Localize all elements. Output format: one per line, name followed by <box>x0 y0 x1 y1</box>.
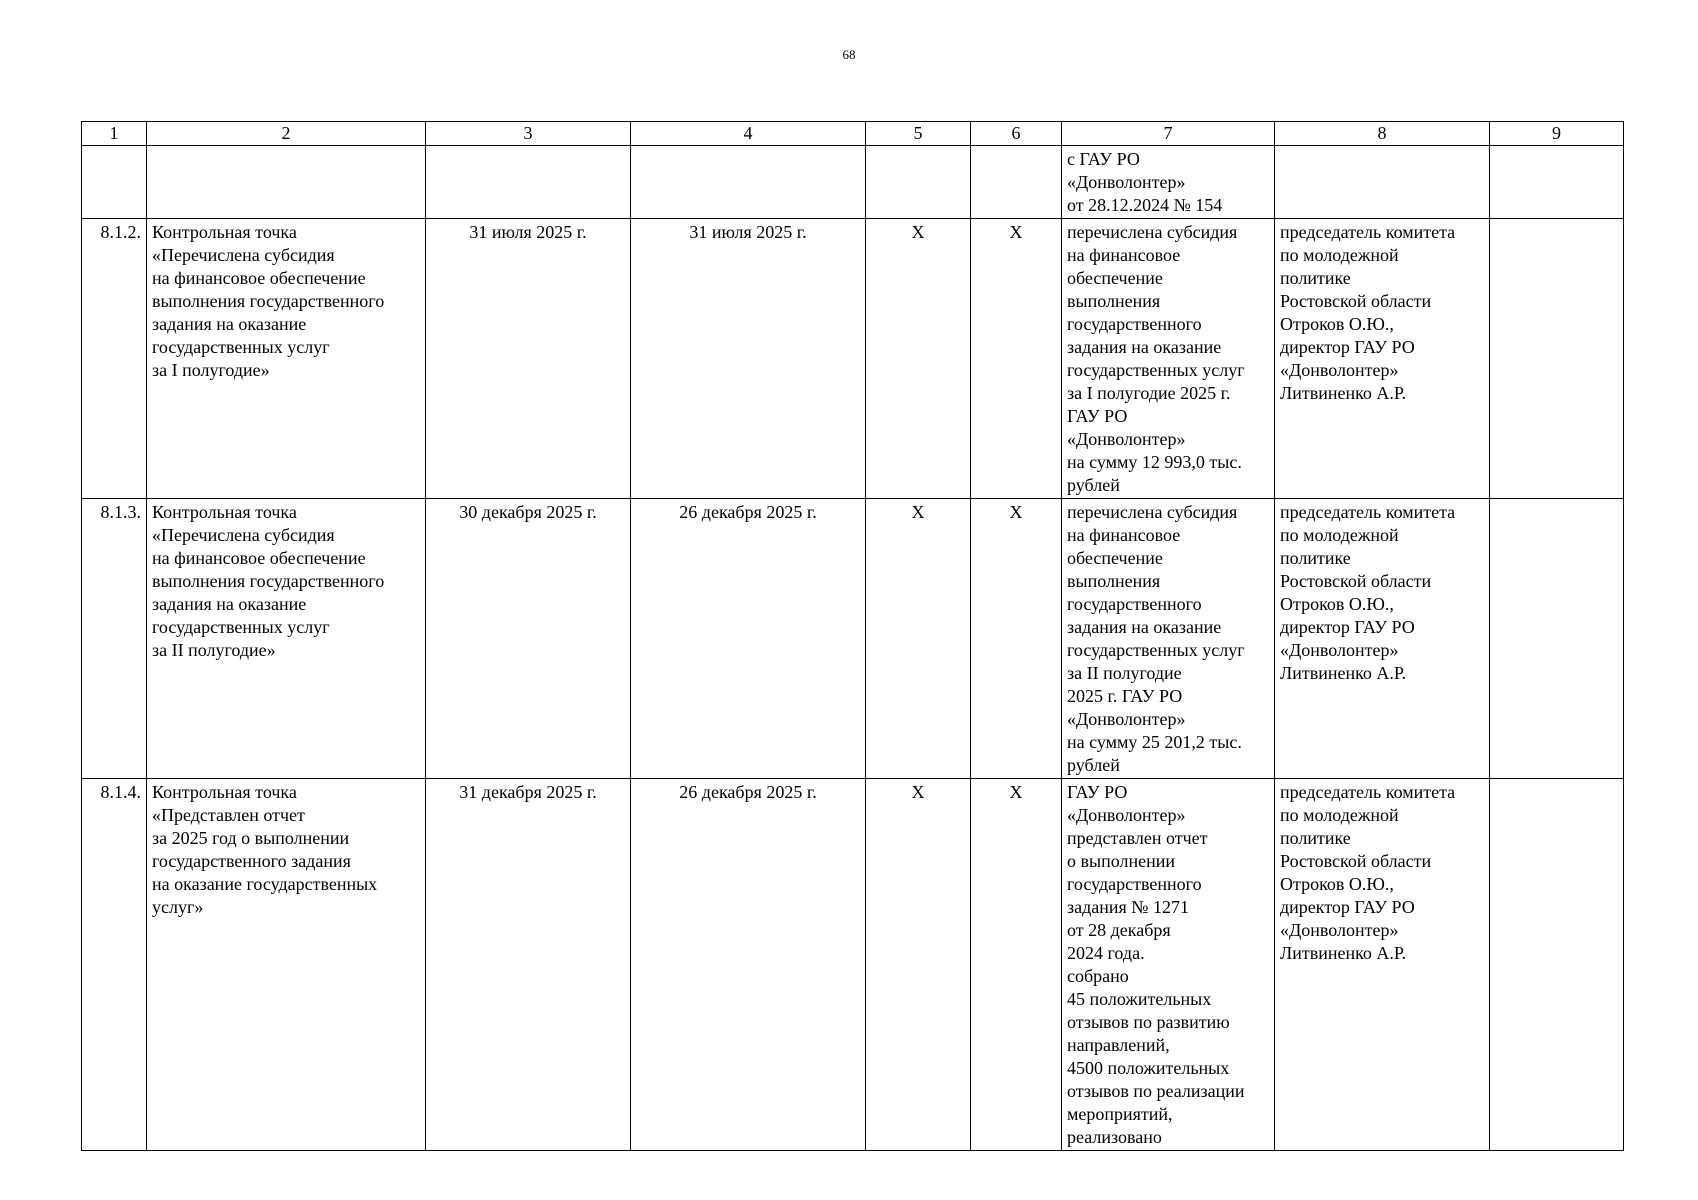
item-name: Контрольная точка «Перечислена субсидия на финансовое обеспечение выполнения государственного задания на оказание государственных услуг за I полугодие» <box>147 219 426 499</box>
planned-date: 31 июля 2025 г. <box>426 219 631 499</box>
column-header: 7 <box>1062 122 1275 146</box>
table-row <box>82 779 1624 1151</box>
table-row <box>82 146 1624 219</box>
column-9-cell <box>1490 499 1624 779</box>
column-header: 2 <box>147 122 426 146</box>
result-description: перечислена субсидия на финансовое обеспечение выполнения государственного задания на оказание государственных услуг за II полугодие 2025 г. ГАУ РО «Донволонтер» на сумму 25 201,2 тыс. рублей <box>1062 499 1275 779</box>
planned-date: 31 декабря 2025 г. <box>426 779 631 1151</box>
table-row <box>82 499 1624 779</box>
column-5-cell: Х <box>866 779 971 1151</box>
item-number: 8.1.4. <box>82 779 147 1151</box>
item-number: 8.1.2. <box>82 219 147 499</box>
column-6-cell: Х <box>971 499 1062 779</box>
column-header: 1 <box>82 122 147 146</box>
responsible-persons: председатель комитета по молодежной политике Ростовской области Отроков О.Ю., директор ГАУ РО «Донволонтер» Литвиненко А.Р. <box>1275 499 1490 779</box>
column-6-cell <box>971 146 1062 219</box>
actual-date: 31 июля 2025 г. <box>631 219 866 499</box>
column-header: 4 <box>631 122 866 146</box>
item-number: 8.1.3. <box>82 499 147 779</box>
column-9-cell <box>1490 146 1624 219</box>
column-9-cell <box>1490 779 1624 1151</box>
column-number-row <box>82 122 1624 146</box>
item-number <box>82 146 147 219</box>
column-header: 3 <box>426 122 631 146</box>
result-description: перечислена субсидия на финансовое обеспечение выполнения государственного задания на оказание государственных услуг за I полугодие 2025 г. ГАУ РО «Донволонтер» на сумму 12 993,0 тыс. рублей <box>1062 219 1275 499</box>
column-9-cell <box>1490 219 1624 499</box>
item-name: Контрольная точка «Перечислена субсидия на финансовое обеспечение выполнения государственного задания на оказание государственных услуг за II полугодие» <box>147 499 426 779</box>
column-5-cell <box>866 146 971 219</box>
result-description: ГАУ РО «Донволонтер» представлен отчет о выполнении государственного задания № 1271 от 28 декабря 2024 года. собрано 45 положительных отзывов по развитию направлений, 4500 положительных отзывов по реализации мероприятий, реализовано <box>1062 779 1275 1151</box>
column-header: 9 <box>1490 122 1624 146</box>
result-description: с ГАУ РО «Донволонтер» от 28.12.2024 № 154 <box>1062 146 1275 219</box>
column-header: 6 <box>971 122 1062 146</box>
column-5-cell: Х <box>866 219 971 499</box>
column-6-cell: Х <box>971 779 1062 1151</box>
responsible-persons: председатель комитета по молодежной политике Ростовской области Отроков О.Ю., директор ГАУ РО «Донволонтер» Литвиненко А.Р. <box>1275 219 1490 499</box>
actual-date <box>631 146 866 219</box>
report-table <box>81 121 1624 1151</box>
column-header: 8 <box>1275 122 1490 146</box>
table-row <box>82 219 1624 499</box>
item-name: Контрольная точка «Представлен отчет за 2025 год о выполнении государственного задания на оказание государственных услуг» <box>147 779 426 1151</box>
actual-date: 26 декабря 2025 г. <box>631 779 866 1151</box>
column-5-cell: Х <box>866 499 971 779</box>
item-name <box>147 146 426 219</box>
responsible-persons <box>1275 146 1490 219</box>
planned-date: 30 декабря 2025 г. <box>426 499 631 779</box>
planned-date <box>426 146 631 219</box>
actual-date: 26 декабря 2025 г. <box>631 499 866 779</box>
column-6-cell: Х <box>971 219 1062 499</box>
page-number: 68 <box>842 47 856 62</box>
column-header: 5 <box>866 122 971 146</box>
responsible-persons: председатель комитета по молодежной политике Ростовской области Отроков О.Ю., директор ГАУ РО «Донволонтер» Литвиненко А.Р. <box>1275 779 1490 1151</box>
